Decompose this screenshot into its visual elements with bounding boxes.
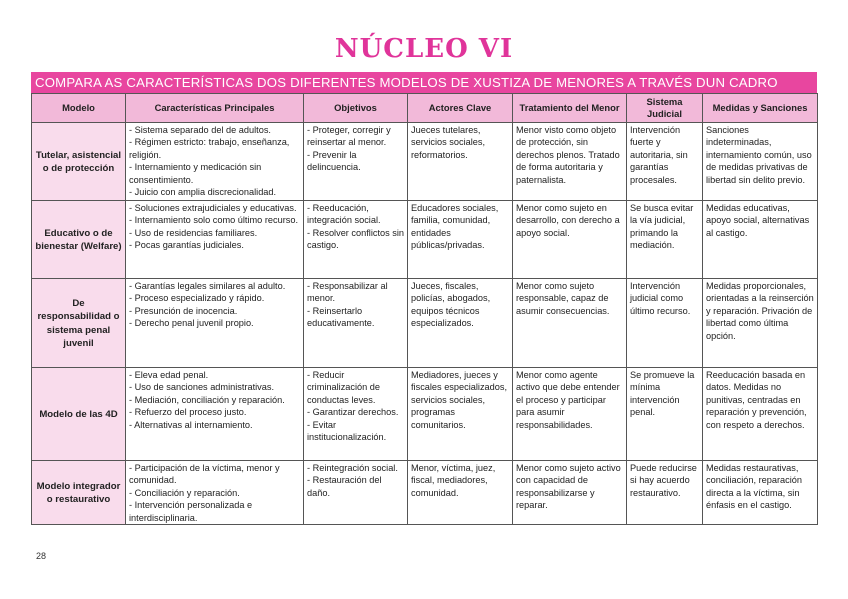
model-cell: Modelo integrador o restaurativo	[32, 461, 126, 525]
objectives-cell	[304, 279, 408, 368]
feature-line: - Conciliación y reparación.	[129, 487, 240, 498]
table-row	[32, 201, 818, 279]
objectives-cell	[304, 201, 408, 279]
feature-line: - Mediación, conciliación y reparación.	[129, 394, 285, 405]
judicial-cell: Intervención fuerte y autoritaria, sin garantías procesales.	[627, 123, 703, 201]
feature-line: - Uso de residencias familiares.	[129, 227, 258, 238]
header-cell: Medidas y Sanciones	[703, 94, 818, 123]
header-row	[32, 94, 818, 123]
page-number: 28	[36, 551, 47, 561]
feature-line: - Internamiento y medicación sin consentimiento.	[129, 162, 262, 185]
feature-line: - Eleva edad penal.	[129, 370, 209, 380]
feature-line: - Soluciones extrajudiciales y educativas.	[129, 203, 297, 213]
judicial-cell: Puede reducirse si hay acuerdo restaurativo.	[627, 461, 703, 525]
objectives-cell	[304, 368, 408, 461]
treatment-cell: Menor como sujeto en desarrollo, con derecho a apoyo social.	[513, 201, 627, 279]
feature-line: - Alternativas al internamiento.	[129, 419, 253, 430]
objective-line: - Reinsertarlo educativamente.	[307, 305, 375, 329]
measures-cell: Sanciones indeterminadas, internamiento común, uso de medidas privativas de libertad sin delito previo.	[703, 123, 818, 201]
model-cell: Tutelar, asistencial o de protección	[32, 123, 126, 201]
objective-line: - Reintegración social.	[307, 463, 398, 473]
feature-line: - Sistema separado del de adultos.	[129, 125, 271, 135]
objective-line: - Resolver conflictos sin castigo.	[307, 227, 405, 251]
header-cell: Sistema Judicial	[627, 94, 703, 123]
header-cell: Tratamiento del Menor	[513, 94, 627, 123]
header-cell: Actores Clave	[408, 94, 513, 123]
judicial-cell: Se busca evitar la vía judicial, primando la mediación.	[627, 201, 703, 279]
actors-cell: Menor, víctima, juez, fiscal, mediadores, comunidad.	[408, 461, 513, 525]
feature-line: - Participación de la víctima, menor y comunidad.	[129, 463, 280, 486]
objective-line: - Reeducación, integración social.	[307, 203, 381, 226]
objective-line: - Evitar institucionalización.	[307, 419, 387, 443]
feature-line: - Proceso especializado y rápido.	[129, 293, 265, 304]
objectives-cell	[304, 461, 408, 525]
features-cell	[126, 368, 304, 461]
judicial-cell: Se promueve la mínima intervención penal.	[627, 368, 703, 461]
actors-cell: Mediadores, jueces y fiscales especializados, servicios sociales, programas comunitarios.	[408, 368, 513, 461]
feature-line: - Juicio con amplia discrecionalidad.	[129, 187, 277, 198]
measures-cell: Medidas proporcionales, orientadas a la reinserción y reparación. Privación de libertad como última opción.	[703, 279, 818, 368]
table-row	[32, 279, 818, 368]
actors-cell: Jueces, fiscales, policías, abogados, equipos técnicos especializados.	[408, 279, 513, 368]
feature-line: - Garantías legales similares al adulto.	[129, 281, 286, 291]
feature-line: - Uso de sanciones administrativas.	[129, 382, 275, 393]
page-title: NÚCLEO VI	[334, 34, 514, 64]
treatment-cell: Menor como sujeto responsable, capaz de asumir consecuencias.	[513, 279, 627, 368]
model-cell: Modelo de las 4D	[32, 368, 126, 461]
actors-cell: Educadores sociales, familia, comunidad, entidades públicas/privadas.	[408, 201, 513, 279]
treatment-cell: Menor como sujeto activo con capacidad de responsabilizarse y reparar.	[513, 461, 627, 525]
section-banner: COMPARA AS CARACTERÍSTICAS DOS DIFERENTES MODELOS DE XUSTIZA DE MENORES A TRAVÉS DUN CADRO	[31, 72, 817, 93]
feature-line: - Presunción de inocencia.	[129, 305, 238, 316]
objective-line: - Prevenir la delincuencia.	[307, 149, 361, 173]
objective-line: - Responsabilizar al menor.	[307, 281, 388, 304]
comparison-table	[31, 93, 818, 525]
model-cell: De responsabilidad o sistema penal juvenil	[32, 279, 126, 368]
feature-line: - Derecho penal juvenil propio.	[129, 318, 254, 329]
feature-line: - Intervención personalizada e interdisciplinaria.	[129, 500, 253, 523]
measures-cell: Medidas educativas, apoyo social, alternativas al castigo.	[703, 201, 818, 279]
model-cell: Educativo o de bienestar (Welfare)	[32, 201, 126, 279]
features-cell	[126, 461, 304, 525]
features-cell	[126, 201, 304, 279]
measures-cell: Medidas restaurativas, conciliación, reparación directa a la víctima, sin énfasis en el castigo.	[703, 461, 818, 525]
feature-line: - Pocas garantías judiciales.	[129, 240, 244, 251]
table-row	[32, 461, 818, 525]
header-cell: Características Principales	[126, 94, 304, 123]
features-cell	[126, 279, 304, 368]
actors-cell: Jueces tutelares, servicios sociales, reformatorios.	[408, 123, 513, 201]
feature-line: - Refuerzo del proceso justo.	[129, 407, 247, 418]
table-row	[32, 368, 818, 461]
feature-line: - Régimen estricto: trabajo, enseñanza, religión.	[129, 137, 290, 160]
judicial-cell: Intervención judicial como último recurso.	[627, 279, 703, 368]
objective-line: - Garantizar derechos.	[307, 407, 399, 418]
objective-line: - Restauración del daño.	[307, 475, 382, 498]
objective-line: - Proteger, corregir y reinsertar al menor.	[307, 125, 391, 148]
feature-line: - Internamiento solo como último recurso.	[129, 215, 299, 226]
header-cell: Modelo	[32, 94, 126, 123]
objectives-cell	[304, 123, 408, 201]
objective-line: - Reducir criminalización de conductas leves.	[307, 370, 381, 405]
table-row	[32, 123, 818, 201]
header-cell: Objetivos	[304, 94, 408, 123]
measures-cell: Reeducación basada en datos. Medidas no punitivas, centradas en reparación y prevención, con respeto a derechos.	[703, 368, 818, 461]
features-cell	[126, 123, 304, 201]
treatment-cell: Menor visto como objeto de protección, sin derechos plenos. Tratado de forma autoritaria y paternalista.	[513, 123, 627, 201]
treatment-cell: Menor como agente activo que debe entender el proceso y participar para asumir responsabilidades.	[513, 368, 627, 461]
